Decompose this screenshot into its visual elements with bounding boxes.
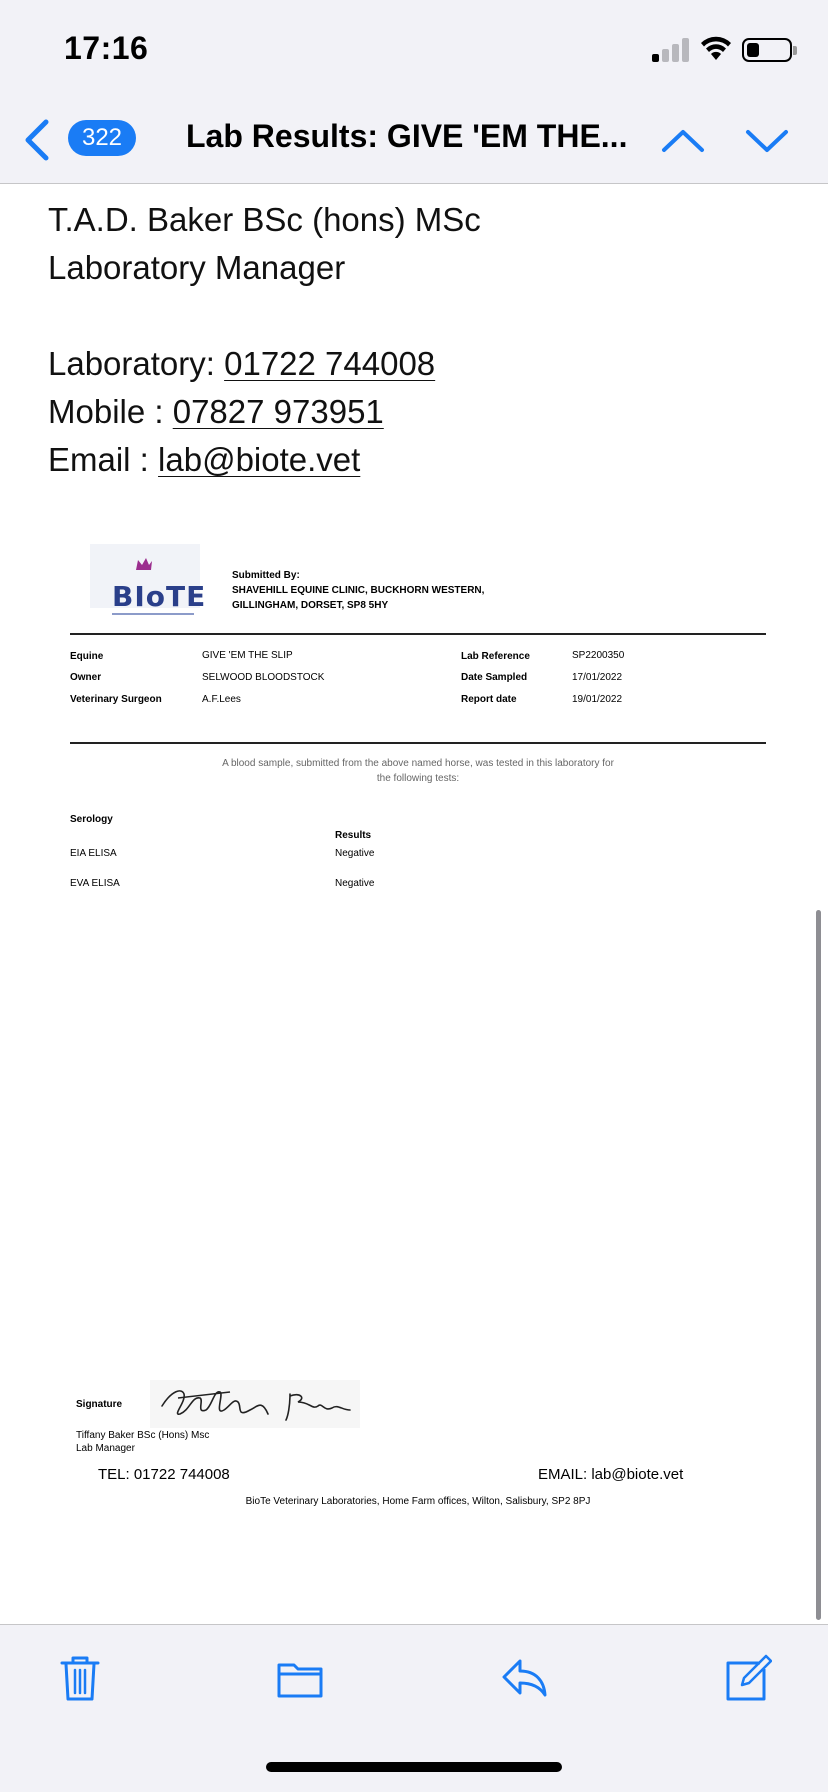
signatory-role: Lab Manager bbox=[76, 1443, 135, 1454]
message-subject-title: Lab Results: GIVE 'EM THE... bbox=[186, 118, 628, 154]
mobile-phone-line bbox=[48, 388, 481, 436]
vet-surgeon-value: A.F.Lees bbox=[202, 694, 241, 705]
logo-crown-icon bbox=[134, 556, 154, 572]
compose-icon[interactable] bbox=[724, 1653, 772, 1703]
lab-reference-value: SP2200350 bbox=[572, 650, 625, 661]
divider bbox=[70, 633, 766, 635]
sender-role: Laboratory Manager bbox=[48, 249, 346, 286]
signatory-name: Tiffany Baker BSc (Hons) Msc bbox=[76, 1430, 210, 1441]
mobile-phone-label: Mobile : bbox=[48, 393, 173, 430]
lab-phone-link[interactable]: 01722 744008 bbox=[224, 345, 436, 382]
trash-icon[interactable] bbox=[56, 1653, 104, 1703]
status-bar bbox=[0, 0, 828, 100]
equine-value: GIVE 'EM THE SLIP bbox=[202, 650, 293, 661]
report-date-value: 19/01/2022 bbox=[572, 694, 623, 705]
back-chevron-icon[interactable] bbox=[20, 118, 54, 162]
previous-message-chevron-up-icon[interactable] bbox=[660, 122, 706, 158]
report-date-label: Report date bbox=[461, 694, 517, 705]
nav-bar bbox=[0, 100, 828, 184]
date-sampled-value: 17/01/2022 bbox=[572, 672, 623, 683]
folder-icon[interactable] bbox=[276, 1653, 324, 1703]
battery-icon bbox=[742, 38, 792, 62]
owner-label: Owner bbox=[70, 672, 102, 683]
lab-phone-label: Laboratory: bbox=[48, 345, 225, 382]
lab-phone-line bbox=[48, 340, 481, 388]
report-address: BioTe Veterinary Laboratories, Home Farm offices, Wilton, Salisbury, SP2 8PJ bbox=[245, 1496, 591, 1507]
report-tel: TEL: 01722 744008 bbox=[98, 1466, 230, 1483]
email-link[interactable]: lab@biote.vet bbox=[158, 441, 361, 478]
date-sampled-label: Date Sampled bbox=[461, 672, 528, 683]
submitted-by bbox=[232, 568, 484, 613]
home-indicator[interactable] bbox=[266, 1762, 562, 1772]
submitted-by-line2: GILLINGHAM, DORSET, SP8 5HY bbox=[232, 600, 389, 611]
reply-icon[interactable] bbox=[500, 1653, 548, 1703]
email-line bbox=[48, 436, 481, 484]
status-time: 17:16 bbox=[64, 30, 149, 66]
wifi-icon bbox=[700, 36, 732, 62]
submitted-by-line1: SHAVEHILL EQUINE CLINIC, BUCKHORN WESTERN, bbox=[232, 585, 485, 596]
cellular-signal-icon bbox=[652, 38, 690, 62]
biote-logo bbox=[90, 544, 207, 613]
email-label: Email : bbox=[48, 441, 159, 478]
email-signature bbox=[48, 196, 481, 484]
serology-heading: Serology bbox=[70, 814, 113, 825]
results-header: Results bbox=[335, 830, 372, 841]
submitted-by-label: Submitted By: bbox=[232, 570, 300, 581]
test-result: Negative bbox=[335, 878, 375, 889]
mobile-phone-link[interactable]: 07827 973951 bbox=[172, 393, 384, 430]
signature-label: Signature bbox=[76, 1399, 123, 1410]
owner-value: SELWOOD BLOODSTOCK bbox=[202, 672, 325, 683]
scrollbar[interactable] bbox=[816, 910, 821, 1620]
vet-surgeon-label: Veterinary Surgeon bbox=[70, 694, 162, 705]
logo-text: BIoTE bbox=[112, 580, 207, 613]
lab-reference-label: Lab Reference bbox=[461, 651, 530, 662]
sender-name: T.A.D. Baker BSc (hons) MSc bbox=[48, 201, 481, 238]
sample-description: A blood sample, submitted from the above named horse, was tested in this laboratory for the following tests: bbox=[222, 758, 614, 784]
report-email: EMAIL: lab@biote.vet bbox=[538, 1466, 684, 1483]
test-name: EIA ELISA bbox=[70, 848, 117, 859]
handwritten-signature bbox=[150, 1380, 360, 1428]
unread-count-badge[interactable]: 322 bbox=[68, 120, 136, 156]
test-result: Negative bbox=[335, 848, 375, 859]
divider bbox=[70, 742, 766, 744]
equine-label: Equine bbox=[70, 651, 104, 662]
next-message-chevron-down-icon[interactable] bbox=[744, 122, 790, 158]
test-name: EVA ELISA bbox=[70, 878, 120, 889]
